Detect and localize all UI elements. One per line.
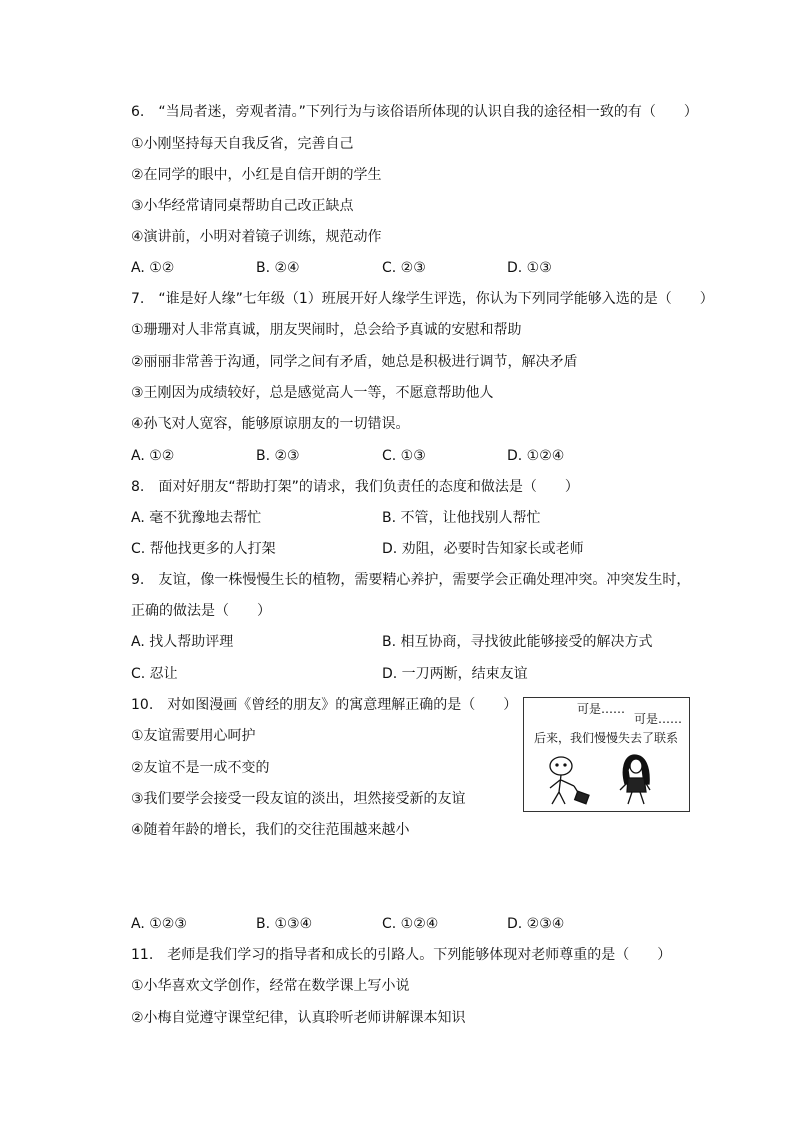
comic-caption-3: 后来，我们慢慢失去了联系 xyxy=(534,731,679,745)
q6-option-a: A. ①② xyxy=(131,260,175,276)
q6-option-d: D. ①③ xyxy=(507,260,552,276)
q9-option-c: C. 忍让 xyxy=(131,666,178,682)
q9-option-a: A. 找人帮助评理 xyxy=(131,634,234,650)
q7-option-d: D. ①②④ xyxy=(507,448,565,464)
q7-option-b: B. ②③ xyxy=(256,448,300,464)
q10-option-d: D. ②③④ xyxy=(507,916,565,932)
q8-stem: 8. 面对好朋友“帮助打架”的请求，我们负责任的态度和做法是（ ） xyxy=(131,479,579,495)
q10-option-a: A. ①②③ xyxy=(131,916,187,932)
q7-item-1: ①珊珊对人非常真诚，朋友哭闹时，总会给予真诚的安慰和帮助 xyxy=(131,322,522,338)
q6-option-c: C. ②③ xyxy=(382,260,426,276)
q9-option-b: B. 相互协商，寻找彼此能够接受的解决方式 xyxy=(382,634,653,650)
comic-figures-illustration xyxy=(524,698,689,811)
q6-item-3: ③小华经常请同桌帮助自己改正缺点 xyxy=(131,198,354,214)
comic-caption-2: 可是…… xyxy=(634,712,683,726)
walking-girl-figure xyxy=(620,755,650,804)
q10-option-c: C. ①②④ xyxy=(382,916,439,932)
comic-image xyxy=(523,697,690,812)
q10-item-1: ①友谊需要用心呵护 xyxy=(131,728,256,744)
q8-option-d: D. 劝阻，必要时告知家长或老师 xyxy=(382,541,584,557)
walking-figure-with-suitcase xyxy=(550,757,589,804)
q10-item-4: ④随着年龄的增长，我们的交往范围越来越小 xyxy=(131,822,410,838)
q9-stem-line-2: 正确的做法是（ ） xyxy=(131,603,271,619)
q10-option-b: B. ①③④ xyxy=(256,916,313,932)
q7-item-4: ④孙飞对人宽容，能够原谅朋友的一切错误。 xyxy=(131,416,410,432)
q8-option-a: A. 毫不犹豫地去帮忙 xyxy=(131,510,262,526)
q7-item-2: ②丽丽非常善于沟通，同学之间有矛盾，她总是积极进行调节，解决矛盾 xyxy=(131,354,578,370)
q11-stem: 11. 老师是我们学习的指导者和成长的引路人。下列能够体现对老师尊重的是（ ） xyxy=(131,947,672,963)
q6-option-b: B. ②④ xyxy=(256,260,300,276)
q10-item-3: ③我们要学会接受一段友谊的淡出，坦然接受新的友谊 xyxy=(131,791,466,807)
q7-option-c: C. ①③ xyxy=(382,448,426,464)
q7-item-3: ③王刚因为成绩较好，总是感觉高人一等，不愿意帮助他人 xyxy=(131,385,494,401)
q11-item-2: ②小梅自觉遵守课堂纪律，认真聆听老师讲解课本知识 xyxy=(131,1010,466,1026)
q7-stem: 7. “谁是好人缘”七年级（1）班展开好人缘学生评选，你认为下列同学能够入选的是（ ） xyxy=(131,291,714,307)
q9-stem-line-1: 9. 友谊，像一株慢慢生长的植物，需要精心养护，需要学会正确处理冲突。冲突发生时， xyxy=(131,572,691,588)
q10-stem: 10. 对如图漫画《曾经的朋友》的寓意理解正确的是（ ） xyxy=(131,697,518,713)
q6-item-4: ④演讲前，小明对着镜子训练，规范动作 xyxy=(131,229,382,245)
q8-option-c: C. 帮他找更多的人打架 xyxy=(131,541,276,557)
q11-item-1: ①小华喜欢文学创作，经常在数学课上写小说 xyxy=(131,978,410,994)
q7-option-a: A. ①② xyxy=(131,448,175,464)
q8-option-b: B. 不管，让他找别人帮忙 xyxy=(382,510,541,526)
q10-item-2: ②友谊不是一成不变的 xyxy=(131,760,270,776)
q6-item-2: ②在同学的眼中，小红是自信开朗的学生 xyxy=(131,167,382,183)
comic-caption-1: 可是…… xyxy=(577,702,626,716)
q6-stem: 6. “当局者迷，旁观者清。”下列行为与该俗语所体现的认识自我的途径相一致的有（ ） xyxy=(131,104,698,120)
q9-option-d: D. 一刀两断，结束友谊 xyxy=(382,666,528,682)
q6-item-1: ①小刚坚持每天自我反省，完善自己 xyxy=(131,136,354,152)
